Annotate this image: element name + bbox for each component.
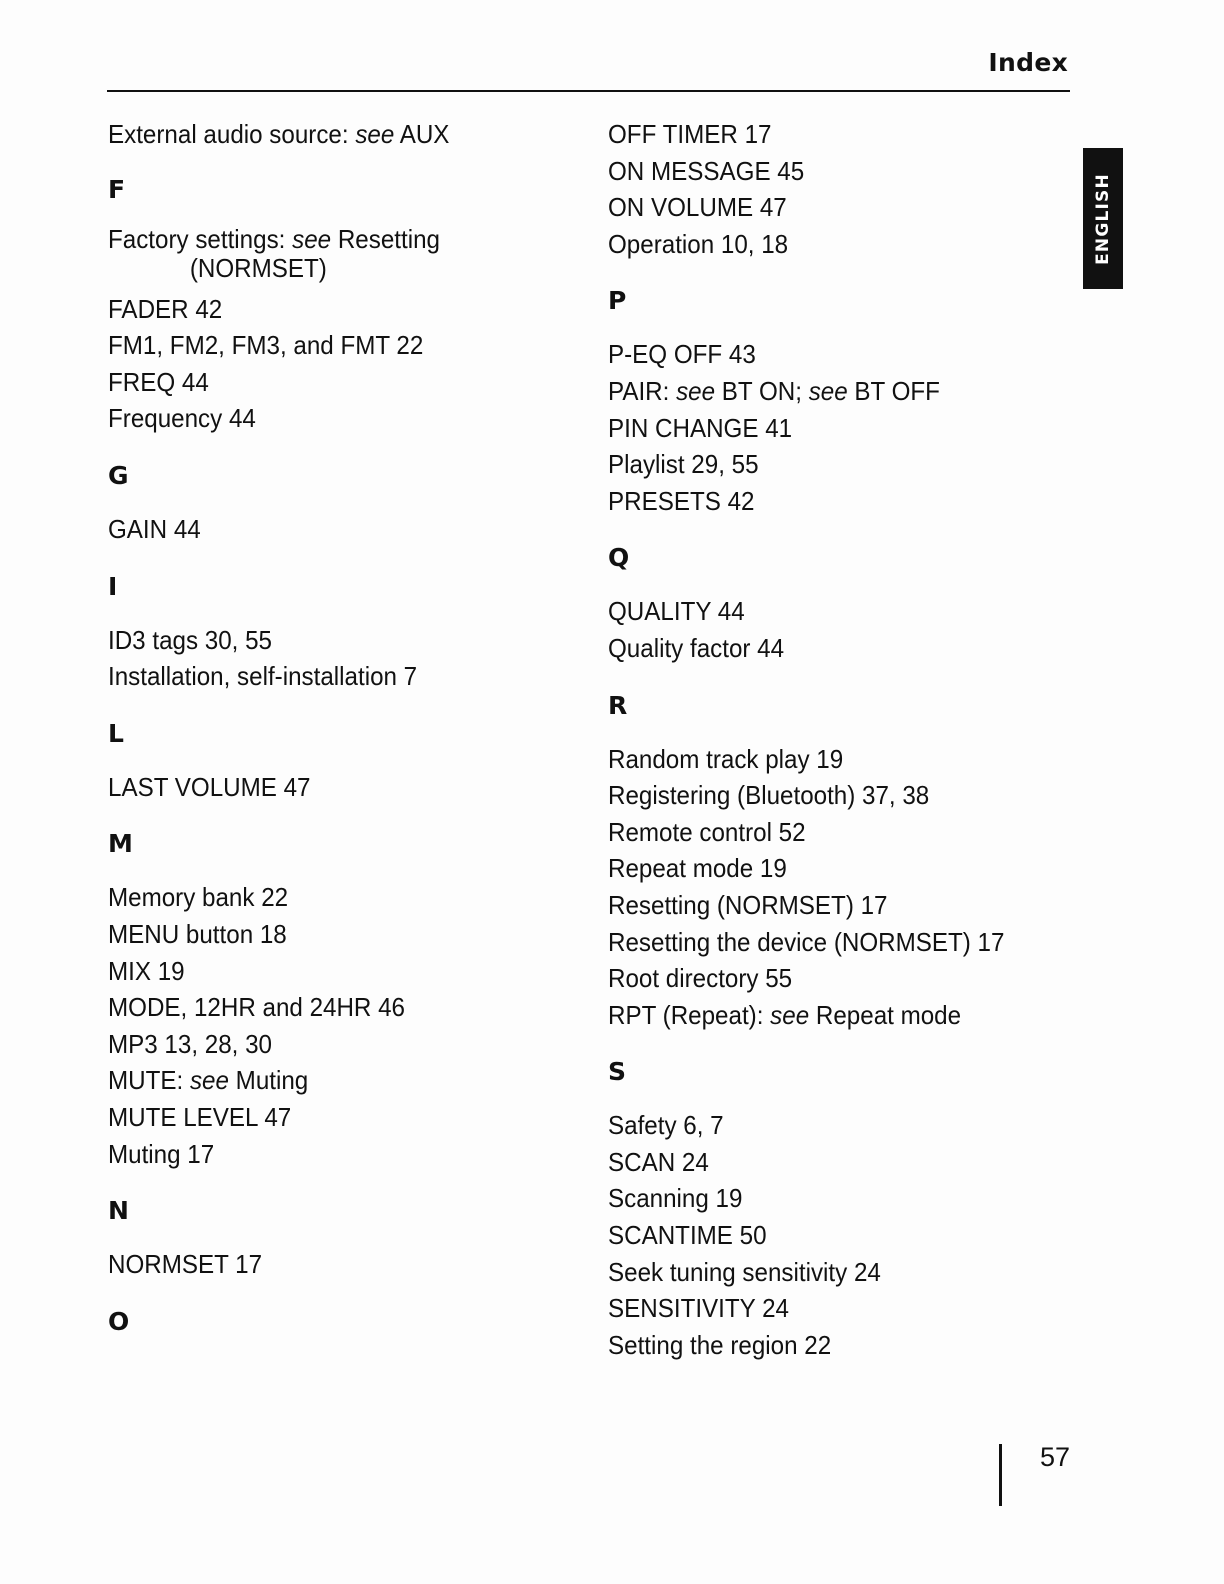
header-rule bbox=[107, 90, 1070, 92]
index-entry: NORMSET 17 bbox=[108, 1249, 263, 1280]
index-entry: Registering (Bluetooth) 37, 38 bbox=[608, 780, 930, 811]
section-letter: L bbox=[108, 718, 124, 748]
section-letter: P bbox=[608, 286, 627, 316]
index-entry: Resetting (NORMSET) 17 bbox=[608, 889, 888, 920]
page-title: Index bbox=[988, 48, 1068, 77]
section-letter: G bbox=[108, 460, 129, 490]
index-entry: MENU button 18 bbox=[108, 918, 287, 949]
index-entry: MODE, 12HR and 24HR 46 bbox=[108, 992, 406, 1023]
index-entry: ON VOLUME 47 bbox=[608, 192, 787, 223]
index-entry: Repeat mode 19 bbox=[608, 853, 787, 884]
index-entry: Remote control 52 bbox=[608, 816, 806, 847]
index-entry: Muting 17 bbox=[108, 1138, 215, 1169]
index-entry: PAIR: see BT ON; see BT OFF bbox=[608, 375, 940, 406]
index-column-left bbox=[108, 116, 578, 1357]
index-entry: RPT (Repeat): see Repeat mode bbox=[608, 999, 962, 1030]
index-entry: Random track play 19 bbox=[608, 743, 844, 774]
section-letter: I bbox=[108, 571, 118, 601]
index-entry: External audio source: see AUX bbox=[108, 119, 450, 149]
index-entry: LAST VOLUME 47 bbox=[108, 771, 311, 802]
index-entry: MIX 19 bbox=[108, 955, 185, 986]
index-entry: MP3 13, 28, 30 bbox=[108, 1028, 272, 1059]
index-entry: Installation, self-installation 7 bbox=[108, 661, 418, 692]
index-entry: SCANTIME 50 bbox=[608, 1220, 767, 1251]
index-entry: MUTE LEVEL 47 bbox=[108, 1101, 292, 1132]
index-entry: ID3 tags 30, 55 bbox=[108, 624, 272, 655]
index-entry: OFF TIMER 17 bbox=[608, 119, 772, 149]
index-column-right bbox=[608, 116, 1078, 1363]
index-entry: FREQ 44 bbox=[108, 366, 209, 397]
index-entry: FADER 42 bbox=[108, 293, 223, 324]
index-entry: Root directory 55 bbox=[608, 963, 793, 994]
index-entry: Quality factor 44 bbox=[608, 632, 785, 663]
page-number-bar bbox=[999, 1444, 1002, 1506]
index-entry: Frequency 44 bbox=[108, 403, 256, 434]
section-letter: Q bbox=[608, 543, 630, 573]
index-entry: SCAN 24 bbox=[608, 1146, 709, 1177]
index-entry: Resetting the device (NORMSET) 17 bbox=[608, 926, 1005, 957]
index-entry: ON MESSAGE 45 bbox=[608, 155, 805, 186]
index-entry: SENSITIVITY 24 bbox=[608, 1293, 789, 1324]
section-letter: R bbox=[608, 690, 628, 720]
language-tab-label: ENGLISH bbox=[1093, 172, 1114, 265]
index-entry: P-EQ OFF 43 bbox=[608, 339, 756, 370]
index-entry: FM1, FM2, FM3, and FMT 22 bbox=[108, 330, 424, 361]
index-entry-continuation: (NORMSET) bbox=[189, 252, 327, 283]
index-entry: GAIN 44 bbox=[108, 513, 201, 544]
index-entry: Seek tuning sensitivity 24 bbox=[608, 1256, 881, 1287]
index-entry: Memory bank 22 bbox=[108, 882, 289, 913]
section-letter: F bbox=[108, 174, 126, 204]
index-entry: Factory settings: see Resetting bbox=[108, 223, 440, 254]
index-entry: PRESETS 42 bbox=[608, 485, 755, 516]
index-entry: Setting the region 22 bbox=[608, 1329, 832, 1360]
index-entry: PIN CHANGE 41 bbox=[608, 412, 793, 443]
index-entry: Safety 6, 7 bbox=[608, 1110, 724, 1141]
index-entry: QUALITY 44 bbox=[608, 596, 745, 627]
page-number: 57 bbox=[1040, 1442, 1071, 1472]
index-entry: MUTE: see Muting bbox=[108, 1065, 309, 1096]
section-letter: M bbox=[108, 829, 133, 859]
language-tab bbox=[1083, 148, 1123, 289]
index-entry: Operation 10, 18 bbox=[608, 228, 789, 259]
index-entry: Scanning 19 bbox=[608, 1183, 743, 1214]
index-entry: Playlist 29, 55 bbox=[608, 449, 759, 480]
section-letter: N bbox=[108, 1196, 129, 1226]
section-letter: O bbox=[108, 1306, 130, 1336]
section-letter: S bbox=[608, 1057, 627, 1087]
